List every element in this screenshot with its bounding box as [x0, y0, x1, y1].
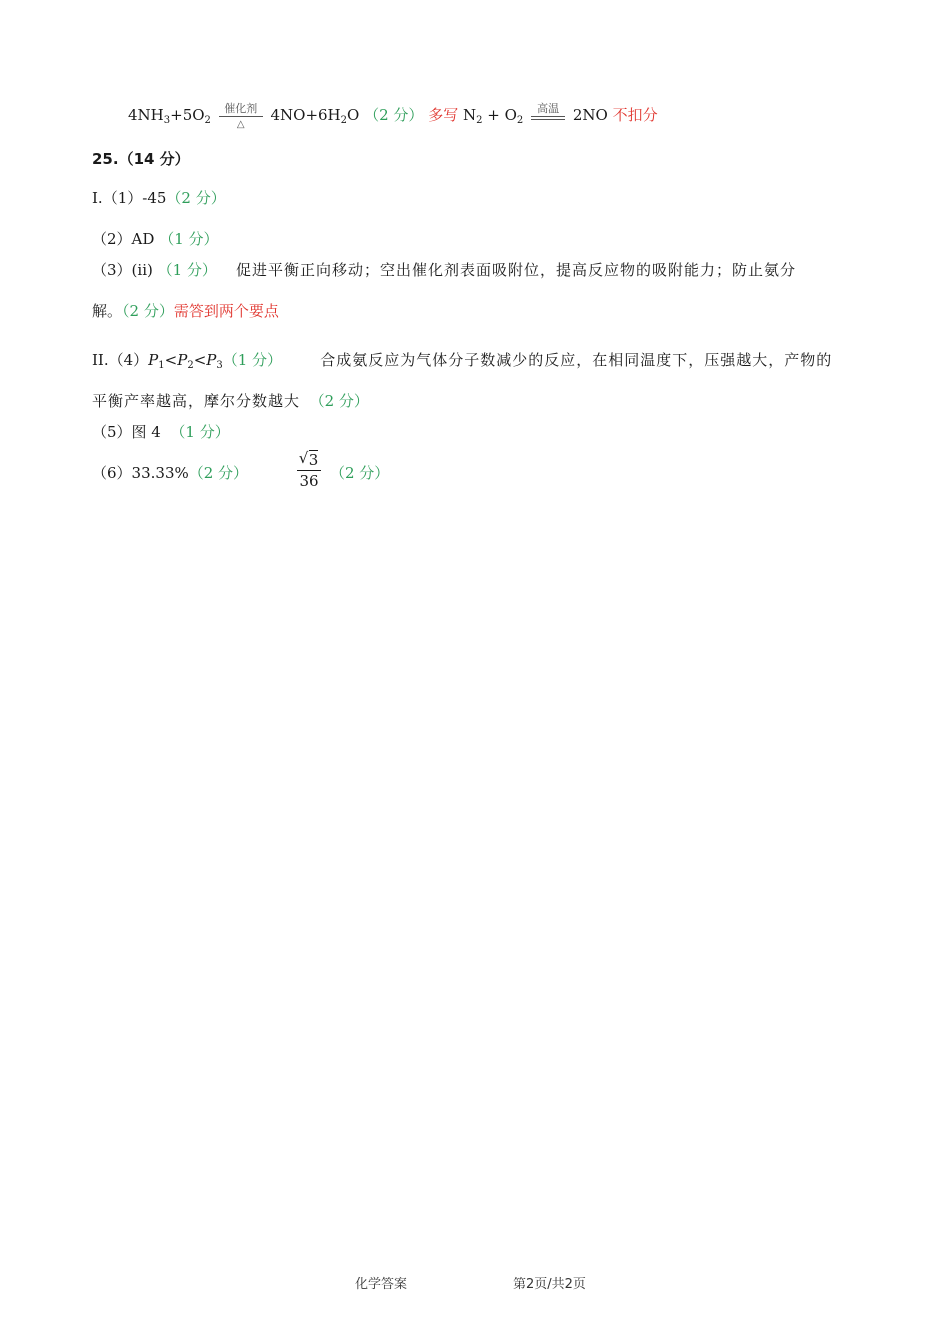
eq-note-post: 不扣分	[612, 106, 658, 124]
answer-6: （6）33.33%（2 分）	[92, 464, 249, 482]
eq-rhs: $4NO+6H_2O$	[270, 106, 360, 126]
eq2-lhs: $N_2 + O_2$	[463, 106, 524, 126]
eq-note-pre: 多写	[428, 106, 459, 124]
question-25-title: 25.（14 分）	[92, 150, 190, 168]
answer-4: $II.(4)P_1<P_2<P_3(1$ 分） 合成氨反应为气体分子数减少的反应，在相同温度下，压强越大，产物的	[92, 351, 833, 371]
answer-4-cont: 平衡产率越高，摩尔分数越大 （2 分）	[92, 392, 369, 410]
footer-page-number: 第2页/共2页	[513, 1277, 586, 1292]
eq-score: （2 分）	[364, 106, 424, 124]
answer-3: （3）(ii) （1 分） 促进平衡正向移动；空出催化剂表面吸附位，提高反应物的吸附能力；防止氨分	[92, 261, 797, 279]
eq-lhs: $4NH_3+5O_2$	[128, 106, 211, 126]
reaction-condition-catalyst: 催化剂 △	[219, 106, 263, 126]
eq2-product: 2NO	[572, 106, 608, 124]
answer-1: I.（1）-45（2 分）	[92, 189, 226, 207]
reaction-condition-high-temp: 高温	[531, 106, 565, 126]
footer-left: 化学答案	[355, 1277, 408, 1292]
answer-3-cont: 解。（2 分）需答到两个要点	[92, 302, 279, 320]
equation-line	[128, 102, 658, 130]
answer-5: （5）图 4 （1 分）	[92, 423, 230, 441]
answer-6-score2: （2 分）	[330, 464, 390, 482]
answer-2: （2）AD （1 分）	[92, 230, 219, 248]
fraction-sqrt3-over-36: √ $\frac{3}{36}$	[297, 451, 321, 490]
